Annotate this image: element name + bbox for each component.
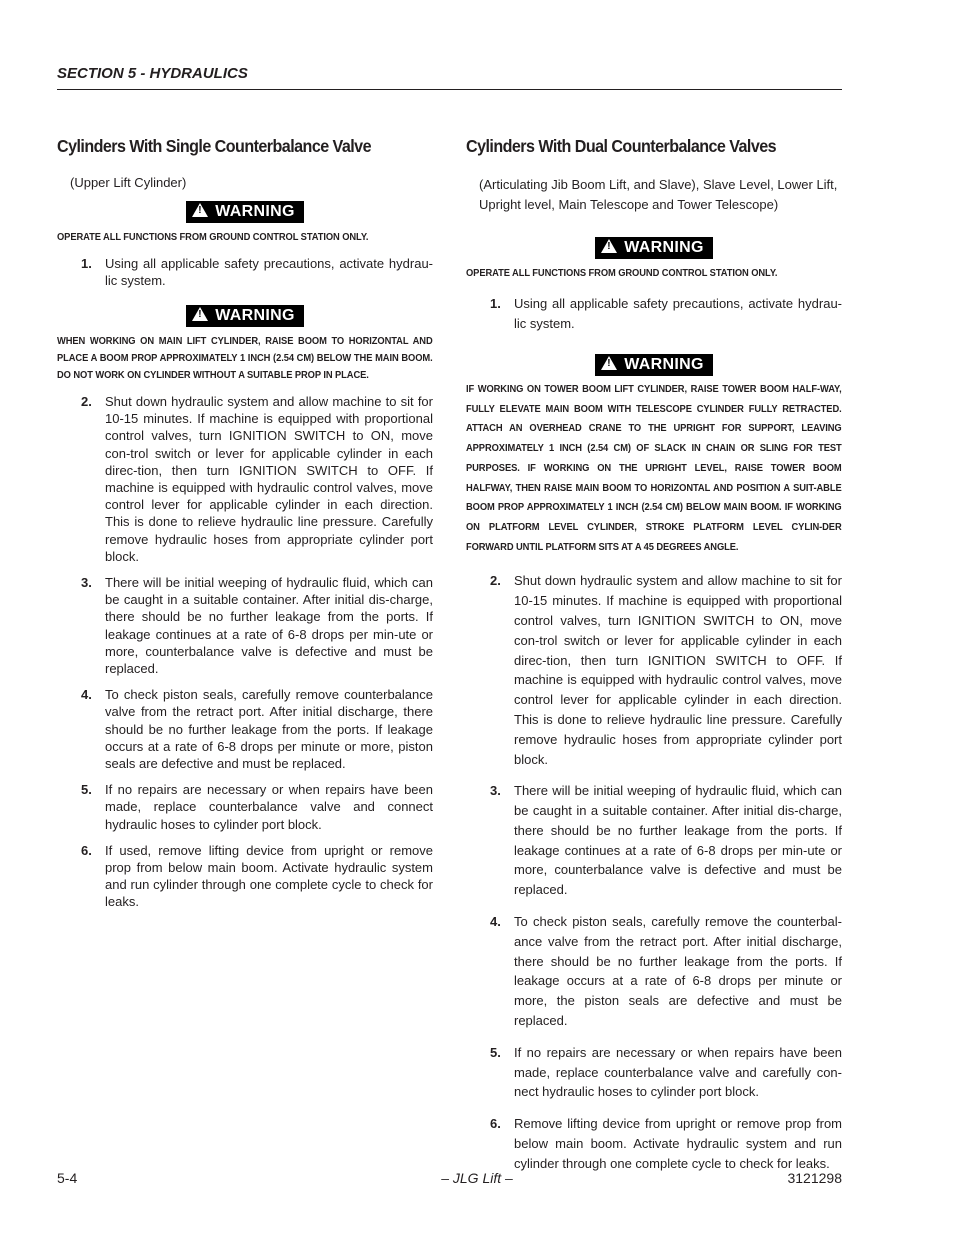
- right-step-1: [466, 294, 842, 334]
- step-number: 5.: [81, 782, 92, 798]
- right-step-4: [466, 912, 842, 1031]
- left-warning-text-2: WHEN WORKING ON MAIN LIFT CYLINDER, RAISE BOOM TO HORIZONTAL AND PLACE A BOOM PROP APPROXIMATELY 1 INCH (2.54 CM) BELOW THE MAIN BOOM. DO NOT WORK ON CYLINDER WITHOUT A SUITABLE PROP IN PLACE.: [57, 336, 433, 381]
- step-text: Shut down hydraulic system and allow machine to sit for 10-15 minutes. If machine is equipped with proportional control valves, turn IGNITION SWITCH to ON, move con-trol switch or lever for applicable cylinder in each direc-tion, then turn IGNITION SWITCH to OFF. If machine is equipped with hydraulic control valves, move control lever for applicable cylinder in each direction. This is done to relieve hydraulic line pressure. Carefully remove hydraulic hoses from appropriate cylinder port block.: [514, 573, 842, 767]
- right-section-title: Cylinders With Dual Counterbalance Valves: [466, 136, 777, 156]
- step-number: 6.: [490, 1116, 501, 1132]
- step-text: To check piston seals, carefully remove counterbalance valve from the retract port. After initial discharge, there should be no further leakage from the ports. If leakage occurs at a rate of 6-8 drops per minute or more, piston seals are defective and must be replaced.: [105, 687, 433, 772]
- left-warning-banner-1: [57, 201, 433, 223]
- warning-triangle-icon: !: [601, 356, 617, 370]
- left-subtitle: (Upper Lift Cylinder): [70, 175, 187, 190]
- step-number: 3.: [81, 575, 92, 591]
- right-warning-text-1: OPERATE ALL FUNCTIONS FROM GROUND CONTROL STATION ONLY.: [466, 268, 778, 279]
- warning-triangle-icon: !: [192, 307, 208, 321]
- step-text: There will be initial weeping of hydraulic fluid, which can be caught in a suitable container. After initial dis-charge, there should be no further leakage from the ports. If leakage continues at a rate of 6-8 drops per min-ute or more, counterbalance valve is defective and must be replaced.: [105, 575, 433, 677]
- warning-badge: [186, 201, 303, 223]
- step-text: If no repairs are necessary or when repairs have been made, replace counterbalance valve and connect hydraulic hoses to cylinder port block.: [105, 782, 433, 832]
- header-divider: [57, 89, 842, 90]
- page-number: 5-4: [57, 1170, 78, 1186]
- step-text: If used, remove lifting device from upright or remove prop from below main boom. Activate hydraulic system and run cylinder through one complete cycle to check for leaks.: [105, 842, 433, 910]
- left-step-3: [57, 574, 433, 677]
- step-number: 4.: [81, 687, 92, 703]
- warning-label: WARNING: [215, 307, 295, 324]
- warning-triangle-icon: !: [601, 239, 617, 253]
- step-text: Using all applicable safety precautions, activate hydrau-lic system.: [105, 256, 433, 288]
- right-step-6: [466, 1114, 842, 1173]
- step-number: 1.: [81, 256, 92, 271]
- step-text: To check piston seals, carefully remove the counterbal-ance valve from the retract port. After initial discharge, there should be no further leakage from the ports. If leakage occurs at a rate of 6-8 drops per minute or more, the piston seals are defective and must be replaced.: [514, 914, 842, 1029]
- left-warning-banner-2: [57, 305, 433, 327]
- step-number: 2.: [81, 394, 92, 409]
- warning-badge: [186, 305, 303, 327]
- warning-badge: [595, 237, 712, 259]
- step-number: 1.: [490, 296, 501, 311]
- warning-label: WARNING: [215, 203, 295, 220]
- left-step-6: [57, 842, 433, 911]
- step-text: Remove lifting device from upright or remove prop from below main boom. Activate hydraulic system and run cylinder through one complete cycle to check for leaks.: [514, 1116, 842, 1171]
- step-text: If no repairs are necessary or when repairs have been made, replace counterbalance valve and carefully con-nect hydraulic hoses to cylinder port block.: [514, 1044, 842, 1100]
- left-section-title: Cylinders With Single Counterbalance Valve: [57, 136, 371, 156]
- right-warning-text-2: IF WORKING ON TOWER BOOM LIFT CYLINDER, RAISE TOWER BOOM HALF-WAY, FULLY ELEVATE MAIN BOOM WITH TELESCOPE CYLINDER FULLY RETRACTED. ATTACH AN OVERHEAD CRANE TO THE UPRIGHT FOR SUPPORT, LEAVING APPROXIMATELY 1 INCH (2.54 CM) OF SLACK IN CHAIN OR SLING FOR TEST PURPOSES. IF WORKING ON THE UPRIGHT LEVEL, RAISE TOWER BOOM HALFWAY, THEN RAISE MAIN BOOM TO HORIZONTAL AND POSITION A SUIT-ABLE BOOM PROP APPROXIMATELY 1 INCH (2.54 CM) BELOW MAIN BOOM. IF WORKING ON PLATFORM LEVEL CYLINDER, STROKE PLATFORM LEVEL CYLIN-DER FORWARD UNTIL PLATFORM SITS AT A 45 DEGREES ANGLE.: [466, 384, 842, 553]
- right-warning-banner-2: [466, 354, 842, 376]
- warning-label: WARNING: [624, 356, 704, 373]
- right-step-5: [466, 1043, 842, 1102]
- step-text: There will be initial weeping of hydraulic fluid, which can be caught in a suitable container. After initial dis-charge, there should be no further leakage from the ports. If leakage continues at a rate of 6-8 drops per min-ute or more, counterbalance valve is defective and must be replaced.: [514, 783, 842, 898]
- left-step-5: [57, 781, 433, 833]
- warning-badge: [595, 354, 712, 376]
- left-step-4: [57, 686, 433, 772]
- warning-triangle-icon: !: [192, 203, 208, 217]
- warning-label: WARNING: [624, 239, 704, 256]
- step-number: 4.: [490, 914, 501, 930]
- right-warning-banner-1: [466, 237, 842, 259]
- left-column: [57, 132, 433, 911]
- document-number: 3121298: [787, 1170, 842, 1186]
- right-step-3: [466, 781, 842, 900]
- right-column: [466, 132, 842, 1174]
- step-number: 2.: [490, 573, 501, 589]
- section-header: SECTION 5 - HYDRAULICS: [57, 65, 248, 82]
- left-step-2: [57, 393, 433, 565]
- left-step-1: [57, 255, 433, 289]
- right-subtitle: (Articulating Jib Boom Lift, and Slave), Slave Level, Lower Lift, Upright level, Main Telescope and Tower Telescope): [479, 177, 838, 212]
- right-step-2: [466, 571, 842, 769]
- left-warning-text-1: OPERATE ALL FUNCTIONS FROM GROUND CONTROL STATION ONLY.: [57, 232, 369, 243]
- step-number: 5.: [490, 1044, 501, 1060]
- footer-title: – JLG Lift –: [441, 1170, 513, 1186]
- step-number: 3.: [490, 783, 501, 799]
- step-text: Shut down hydraulic system and allow machine to sit for 10-15 minutes. If machine is equipped with proportional control valves, turn IGNITION SWITCH to ON, move con-trol switch or lever for applicable cylinder in each direc-tion, then turn IGNITION SWITCH to OFF. If machine is equipped with hydraulic control valves, move control lever for applicable cylinder in each direction. This is done to relieve hydraulic line pressure. Carefully remove hydraulic hoses from appropriate cylinder port block.: [105, 394, 433, 564]
- step-number: 6.: [81, 842, 92, 858]
- step-text: Using all applicable safety precautions, activate hydrau-lic system.: [514, 296, 842, 331]
